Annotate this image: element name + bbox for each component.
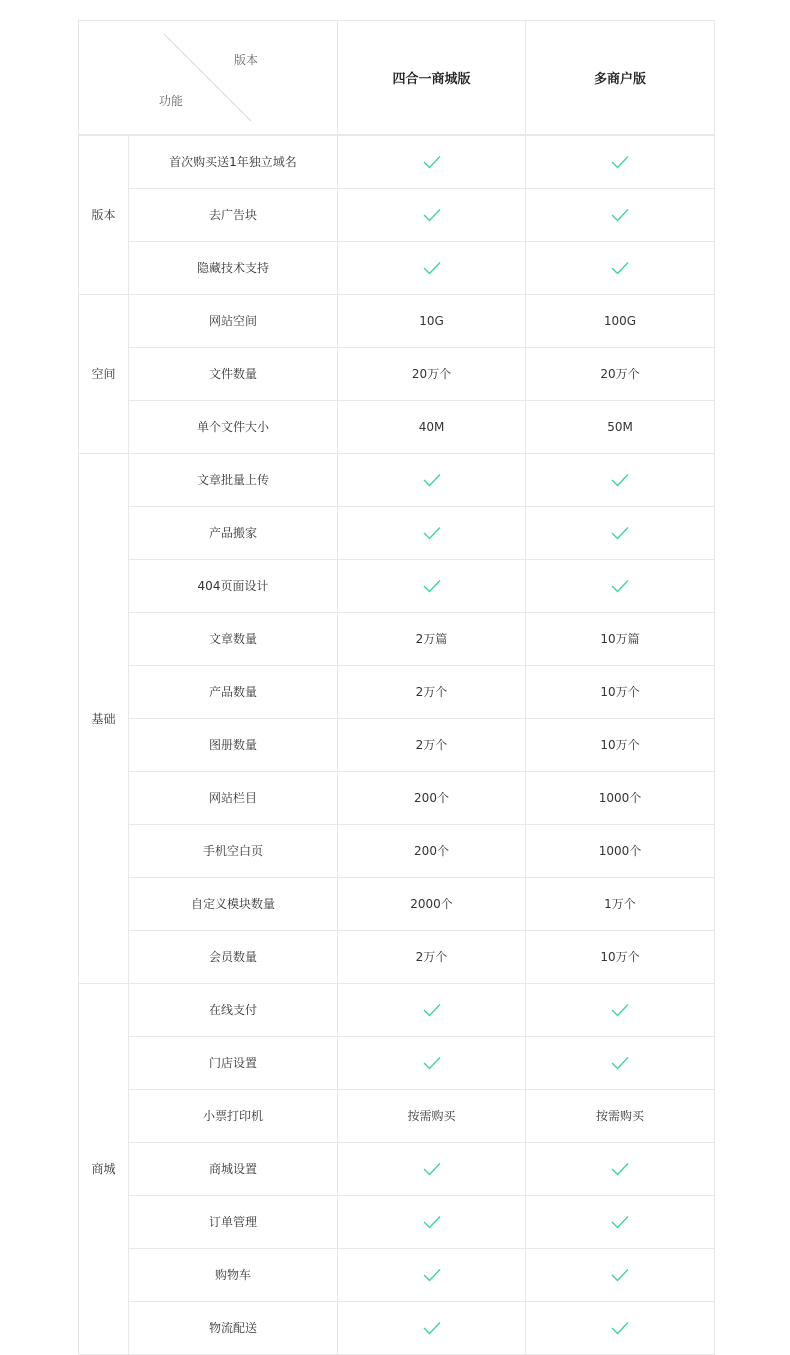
table-row xyxy=(79,453,715,506)
check-icon xyxy=(423,1003,441,1017)
table-row xyxy=(79,771,715,824)
table-header-row xyxy=(79,21,715,136)
feature-value-cell: 2000个 xyxy=(338,877,526,930)
feature-label: 隐藏技术支持 xyxy=(129,241,338,294)
feature-label: 文章数量 xyxy=(129,612,338,665)
feature-available-cell xyxy=(526,188,715,241)
table-row xyxy=(79,718,715,771)
feature-available-cell xyxy=(338,188,526,241)
feature-available-cell xyxy=(526,453,715,506)
feature-label: 首次购买送1年独立域名 xyxy=(129,135,338,188)
feature-label: 产品搬家 xyxy=(129,506,338,559)
feature-available-cell xyxy=(526,135,715,188)
check-icon xyxy=(611,579,629,593)
check-icon xyxy=(423,1321,441,1335)
table-row xyxy=(79,1248,715,1301)
check-icon xyxy=(611,261,629,275)
feature-value-cell: 40M xyxy=(338,400,526,453)
check-icon xyxy=(611,1215,629,1229)
feature-value-cell: 200个 xyxy=(338,824,526,877)
table-row xyxy=(79,1195,715,1248)
feature-label: 单个文件大小 xyxy=(129,400,338,453)
feature-label: 图册数量 xyxy=(129,718,338,771)
feature-label: 产品数量 xyxy=(129,665,338,718)
check-icon xyxy=(611,1268,629,1282)
feature-available-cell xyxy=(338,559,526,612)
check-icon xyxy=(423,261,441,275)
table-body xyxy=(79,135,715,1354)
table-row xyxy=(79,400,715,453)
feature-value-cell: 1万个 xyxy=(526,877,715,930)
feature-available-cell xyxy=(338,1248,526,1301)
check-icon xyxy=(423,579,441,593)
check-icon xyxy=(423,1056,441,1070)
feature-available-cell xyxy=(526,1248,715,1301)
table-row xyxy=(79,559,715,612)
feature-label: 物流配送 xyxy=(129,1301,338,1354)
group-label: 版本 xyxy=(79,135,129,294)
version-header-four-in-one: 四合一商城版 xyxy=(338,21,526,136)
feature-label: 会员数量 xyxy=(129,930,338,983)
feature-available-cell xyxy=(526,983,715,1036)
feature-value-cell: 50M xyxy=(526,400,715,453)
feature-label: 订单管理 xyxy=(129,1195,338,1248)
version-header-multi-merchant: 多商户版 xyxy=(526,21,715,136)
feature-available-cell xyxy=(338,241,526,294)
check-icon xyxy=(423,155,441,169)
check-icon xyxy=(611,1162,629,1176)
feature-label: 手机空白页 xyxy=(129,824,338,877)
table-row xyxy=(79,930,715,983)
feature-label: 商城设置 xyxy=(129,1142,338,1195)
table-row xyxy=(79,665,715,718)
table-row xyxy=(79,1301,715,1354)
feature-value-cell: 10G xyxy=(338,294,526,347)
feature-available-cell xyxy=(526,559,715,612)
table-row xyxy=(79,983,715,1036)
feature-value-cell: 2万篇 xyxy=(338,612,526,665)
feature-available-cell xyxy=(526,241,715,294)
table-row xyxy=(79,347,715,400)
feature-value-cell: 10万个 xyxy=(526,718,715,771)
feature-label: 去广告块 xyxy=(129,188,338,241)
table-row xyxy=(79,824,715,877)
table-row xyxy=(79,612,715,665)
table-row xyxy=(79,506,715,559)
feature-value-cell: 2万个 xyxy=(338,665,526,718)
feature-available-cell xyxy=(526,1142,715,1195)
table-row xyxy=(79,1089,715,1142)
feature-available-cell xyxy=(526,506,715,559)
feature-available-cell xyxy=(526,1301,715,1354)
feature-value-cell: 10万个 xyxy=(526,665,715,718)
check-icon xyxy=(423,1162,441,1176)
feature-label: 门店设置 xyxy=(129,1036,338,1089)
comparison-table-container xyxy=(78,20,714,1355)
feature-label: 网站空间 xyxy=(129,294,338,347)
corner-version-label: 版本 xyxy=(234,53,259,67)
group-label: 商城 xyxy=(79,983,129,1354)
check-icon xyxy=(611,208,629,222)
feature-label: 404页面设计 xyxy=(129,559,338,612)
check-icon xyxy=(423,208,441,222)
feature-available-cell xyxy=(526,1036,715,1089)
feature-available-cell xyxy=(338,1195,526,1248)
feature-value-cell: 200个 xyxy=(338,771,526,824)
feature-available-cell xyxy=(338,135,526,188)
feature-value-cell: 1000个 xyxy=(526,824,715,877)
feature-label: 网站栏目 xyxy=(129,771,338,824)
table-row xyxy=(79,135,715,188)
table-row xyxy=(79,877,715,930)
feature-value-cell: 2万个 xyxy=(338,930,526,983)
feature-available-cell xyxy=(338,1142,526,1195)
feature-label: 在线支付 xyxy=(129,983,338,1036)
feature-available-cell xyxy=(338,1301,526,1354)
feature-available-cell xyxy=(338,983,526,1036)
feature-value-cell: 按需购买 xyxy=(526,1089,715,1142)
table-row xyxy=(79,1142,715,1195)
corner-header-cell xyxy=(79,21,338,136)
check-icon xyxy=(611,473,629,487)
feature-label: 购物车 xyxy=(129,1248,338,1301)
table-row xyxy=(79,188,715,241)
check-icon xyxy=(423,473,441,487)
table-row xyxy=(79,294,715,347)
feature-value-cell: 按需购买 xyxy=(338,1089,526,1142)
table-row xyxy=(79,1036,715,1089)
feature-value-cell: 10万个 xyxy=(526,930,715,983)
feature-label: 文章批量上传 xyxy=(129,453,338,506)
feature-value-cell: 20万个 xyxy=(338,347,526,400)
feature-value-cell: 10万篇 xyxy=(526,612,715,665)
version-comparison-table xyxy=(78,20,715,1355)
feature-value-cell: 2万个 xyxy=(338,718,526,771)
group-label: 空间 xyxy=(79,294,129,453)
check-icon xyxy=(611,1003,629,1017)
feature-available-cell xyxy=(338,453,526,506)
feature-value-cell: 100G xyxy=(526,294,715,347)
group-label: 基础 xyxy=(79,453,129,983)
feature-label: 小票打印机 xyxy=(129,1089,338,1142)
feature-available-cell xyxy=(338,506,526,559)
check-icon xyxy=(611,155,629,169)
table-row xyxy=(79,241,715,294)
feature-available-cell xyxy=(338,1036,526,1089)
feature-label: 文件数量 xyxy=(129,347,338,400)
check-icon xyxy=(423,526,441,540)
feature-label: 自定义模块数量 xyxy=(129,877,338,930)
feature-value-cell: 20万个 xyxy=(526,347,715,400)
check-icon xyxy=(611,526,629,540)
diagonal-divider xyxy=(79,21,337,134)
feature-available-cell xyxy=(526,1195,715,1248)
check-icon xyxy=(611,1321,629,1335)
feature-value-cell: 1000个 xyxy=(526,771,715,824)
corner-feature-label: 功能 xyxy=(159,94,184,108)
check-icon xyxy=(423,1215,441,1229)
check-icon xyxy=(611,1056,629,1070)
check-icon xyxy=(423,1268,441,1282)
